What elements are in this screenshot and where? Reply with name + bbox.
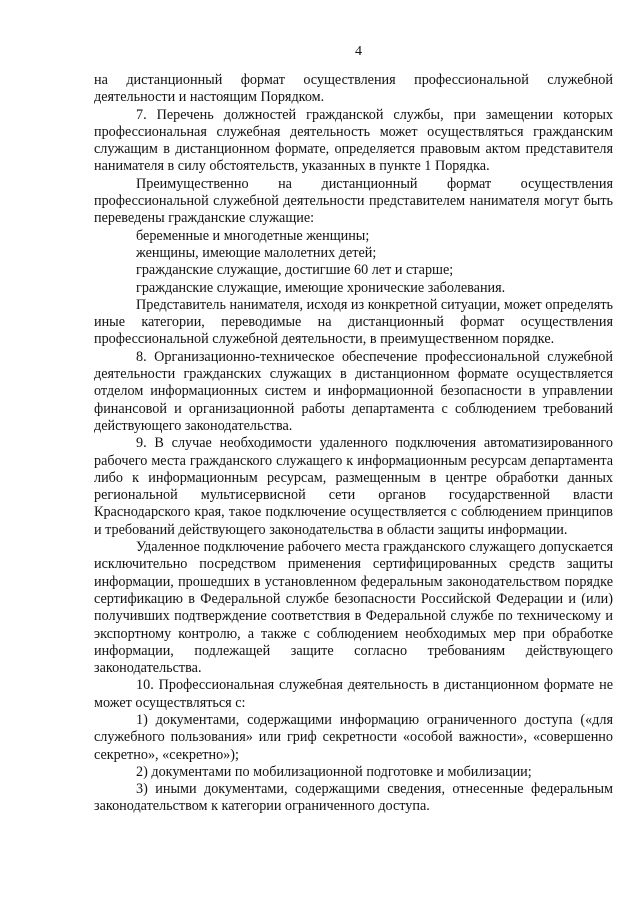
restrictions-list — [94, 712, 613, 816]
list-item: 3) иными документами, содержащими сведения, отнесенные федеральным законодательством к категории ограниченного доступа. — [94, 781, 613, 815]
paragraph-item-7: 7. Перечень должностей гражданской службы, при замещении которых профессиональная служебная деятельность может осуществляться гражданским служащим в дистанционном формате, определяется правовым актом представителя нанимателя в силу обстоятельств, указанных в пункте 1 Порядка. — [94, 106, 613, 175]
paragraph-other-categories: Представитель нанимателя, исходя из конкретной ситуации, может определять иные категории, переводимые на дистанционный формат осуществления профессиональной служебной деятельности, в преимущественном порядке. — [94, 296, 613, 348]
categories-list — [94, 228, 613, 297]
paragraph-item-9: 9. В случае необходимости удаленного подключения автоматизированного рабочего места гражданского служащего к информационным ресурсам департамента либо к информационным ресурсам, размещенным в центре обработки данных региональной мультисервисной сети органов государственной власти Краснодарского края, такое подключение осуществляется с соблюдением принципов и требований действующего законодательства в области защиты информации. — [94, 435, 613, 538]
page-number: 4 — [355, 44, 362, 59]
list-item: женщины, имеющие малолетних детей; — [136, 244, 377, 261]
paragraph-item-10: 10. Профессиональная служебная деятельность в дистанционном формате не может осуществляться с: — [94, 677, 613, 711]
list-item: гражданские служащие, достигшие 60 лет и старше; — [136, 262, 454, 279]
paragraph-item-8: 8. Организационно-техническое обеспечение профессиональной служебной деятельности гражданских служащих в дистанционном формате осуществляется отделом информационных систем и информационной безопасности в управлении финансовой и организационной работы департамента с соблюдением требований действующего законодательства. — [94, 348, 613, 434]
list-item: 1) документами, содержащими информацию ограниченного доступа («для служебного пользования» или гриф секретности «особой важности», «совершенно секретно», «секретно»); — [94, 711, 613, 763]
paragraph-preferential-transfer: Преимущественно на дистанционный формат осуществления профессиональной служебной деятельности представителем нанимателя могут быть переведены гражданские служащие: — [94, 175, 613, 227]
paragraph-remote-connection: Удаленное подключение рабочего места гражданского служащего допускается исключительно посредством применения сертифицированных средств защиты информации, прошедших в установленном федеральным законодательством порядке сертификацию в Федеральной службе безопасности Российской Федерации и (или) получивших подтверждение соответствия в Федеральной службе по техническому и экспортному контролю, а также с соблюдением необходимых мер при обработке информации, подлежащей защите согласно требованиям действующего законодательства. — [94, 539, 613, 677]
list-item: беременные и многодетные женщины; — [136, 227, 370, 244]
list-item: гражданские служащие, имеющие хронические заболевания. — [136, 279, 506, 296]
list-item: 2) документами по мобилизационной подготовке и мобилизации; — [136, 763, 532, 780]
paragraph-continuation: на дистанционный формат осуществления профессиональной служебной деятельности и настоящим Порядком. — [94, 72, 613, 106]
